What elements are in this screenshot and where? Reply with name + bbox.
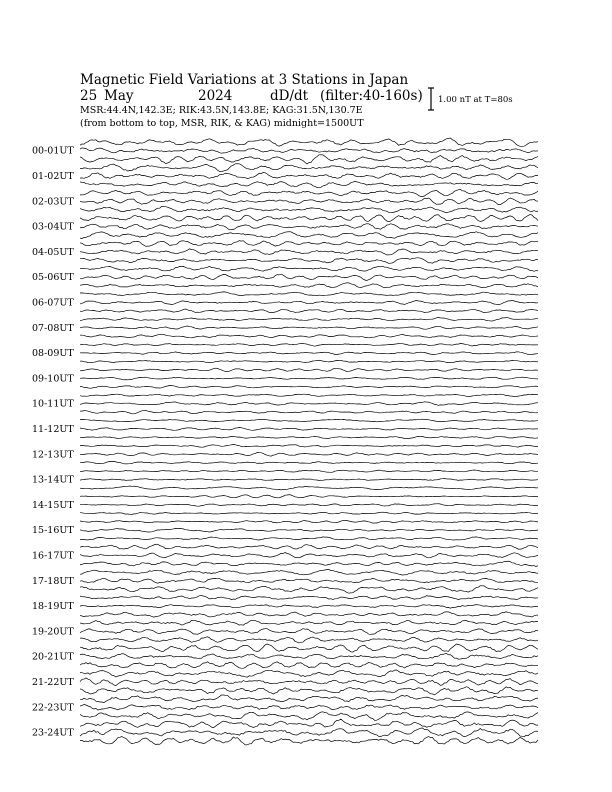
scale-label: 1.00 nT at T=80s bbox=[438, 95, 513, 105]
trace-msr bbox=[80, 695, 538, 703]
trace-rik bbox=[80, 428, 538, 431]
filter-label: (filter:40-160s) bbox=[320, 88, 423, 104]
trace-rik bbox=[80, 300, 538, 304]
hour-label: 18-19UT bbox=[32, 601, 74, 613]
scale-bar bbox=[428, 88, 434, 110]
trace-rik bbox=[80, 578, 538, 583]
trace-msr bbox=[80, 138, 538, 146]
trace-kag bbox=[80, 586, 538, 594]
trace-msr bbox=[80, 292, 538, 296]
hour-label: 11-12UT bbox=[32, 423, 74, 435]
trace-rik bbox=[80, 148, 538, 153]
trace-msr bbox=[80, 266, 538, 271]
hour-label: 01-02UT bbox=[32, 170, 74, 182]
date-month: May bbox=[104, 88, 134, 104]
trace-kag bbox=[80, 182, 538, 188]
date-year: 2024 bbox=[198, 88, 233, 104]
trace-msr bbox=[80, 189, 538, 196]
trace-kag bbox=[80, 360, 538, 362]
hour-label: 13-14UT bbox=[32, 474, 74, 486]
trace-kag bbox=[80, 334, 538, 338]
trace-msr bbox=[80, 596, 538, 600]
hour-label: 16-17UT bbox=[32, 550, 74, 562]
quantity-label: dD/dt bbox=[270, 88, 309, 104]
trace-rik bbox=[80, 249, 538, 255]
trace-rik bbox=[80, 453, 538, 457]
hour-label: 15-16UT bbox=[32, 525, 74, 537]
trace-kag bbox=[80, 410, 538, 414]
trace-msr bbox=[80, 318, 538, 322]
trace-kag bbox=[80, 486, 538, 490]
trace-msr bbox=[80, 368, 538, 371]
trace-kag bbox=[80, 737, 538, 745]
hour-label: 00-01UT bbox=[32, 145, 74, 157]
trace-rik bbox=[80, 402, 538, 406]
trace-rik bbox=[80, 352, 538, 355]
trace-msr bbox=[80, 344, 538, 347]
trace-kag bbox=[80, 283, 538, 288]
hour-label: 12-13UT bbox=[32, 449, 74, 461]
hour-label: 19-20UT bbox=[32, 626, 74, 638]
trace-rik bbox=[80, 504, 538, 507]
hour-label: 04-05UT bbox=[32, 246, 74, 258]
trace-msr bbox=[80, 644, 538, 652]
hour-label: 17-18UT bbox=[32, 575, 74, 587]
hour-label: 06-07UT bbox=[32, 297, 74, 309]
trace-msr bbox=[80, 241, 538, 247]
trace-rik bbox=[80, 678, 538, 686]
trace-kag bbox=[80, 436, 538, 438]
trace-msr bbox=[80, 419, 538, 422]
hour-label: 23-24UT bbox=[32, 727, 74, 739]
trace-msr bbox=[80, 520, 538, 523]
trace-rik bbox=[80, 605, 538, 609]
trace-rik bbox=[80, 705, 538, 711]
trace-rik bbox=[80, 198, 538, 205]
trace-kag bbox=[80, 612, 538, 617]
trace-kag bbox=[80, 637, 538, 643]
hour-label: 10-11UT bbox=[32, 398, 74, 410]
trace-rik bbox=[80, 629, 538, 635]
trace-kag bbox=[80, 309, 538, 313]
trace-rik bbox=[80, 728, 538, 737]
trace-rik bbox=[80, 224, 538, 230]
hour-label: 14-15UT bbox=[32, 499, 74, 511]
trace-kag bbox=[80, 687, 538, 695]
trace-rik bbox=[80, 553, 538, 558]
trace-msr bbox=[80, 719, 538, 728]
station-coordinates: MSR:44.4N,142.3E; RIK:43.5N,143.8E; KAG:31.5N,130.7E bbox=[80, 105, 363, 116]
hour-label: 22-23UT bbox=[32, 702, 74, 714]
trace-group bbox=[80, 138, 538, 745]
trace-rik bbox=[80, 377, 538, 380]
trace-rik bbox=[80, 173, 538, 180]
trace-msr bbox=[80, 570, 538, 576]
trace-rik bbox=[80, 326, 538, 329]
hour-label: 07-08UT bbox=[32, 322, 74, 334]
trace-rik bbox=[80, 478, 538, 480]
trace-rik bbox=[80, 653, 538, 659]
trace-kag bbox=[80, 561, 538, 566]
hour-label: 09-10UT bbox=[32, 373, 74, 385]
trace-kag bbox=[80, 385, 538, 388]
trace-kag bbox=[80, 258, 538, 264]
hour-label: 05-06UT bbox=[32, 272, 74, 284]
trace-msr bbox=[80, 544, 538, 549]
trace-kag bbox=[80, 232, 538, 239]
station-order-note: (from bottom to top, MSR, RIK, & KAG) midnight=1500UT bbox=[80, 118, 364, 129]
hour-label: 08-09UT bbox=[32, 348, 74, 360]
hour-label: 21-22UT bbox=[32, 676, 74, 688]
hour-label: 20-21UT bbox=[32, 651, 74, 663]
trace-kag bbox=[80, 712, 538, 721]
date-day: 25 bbox=[80, 88, 98, 104]
trace-rik bbox=[80, 528, 538, 532]
hour-label: 02-03UT bbox=[32, 196, 74, 208]
trace-msr bbox=[80, 670, 538, 677]
trace-msr bbox=[80, 164, 538, 172]
trace-kag bbox=[80, 662, 538, 669]
trace-msr bbox=[80, 620, 538, 625]
hour-labels bbox=[32, 146, 74, 739]
trace-rik bbox=[80, 274, 538, 280]
trace-msr bbox=[80, 470, 538, 472]
trace-msr bbox=[80, 445, 538, 448]
hour-label: 03-04UT bbox=[32, 221, 74, 233]
trace-msr bbox=[80, 495, 538, 498]
chart-title: Magnetic Field Variations at 3 Stations in Japan bbox=[80, 72, 409, 88]
trace-msr bbox=[80, 394, 538, 396]
trace-msr bbox=[80, 215, 538, 222]
trace-kag bbox=[80, 155, 538, 164]
trace-kag bbox=[80, 461, 538, 464]
trace-kag bbox=[80, 512, 538, 514]
trace-kag bbox=[80, 537, 538, 540]
trace-kag bbox=[80, 206, 538, 213]
